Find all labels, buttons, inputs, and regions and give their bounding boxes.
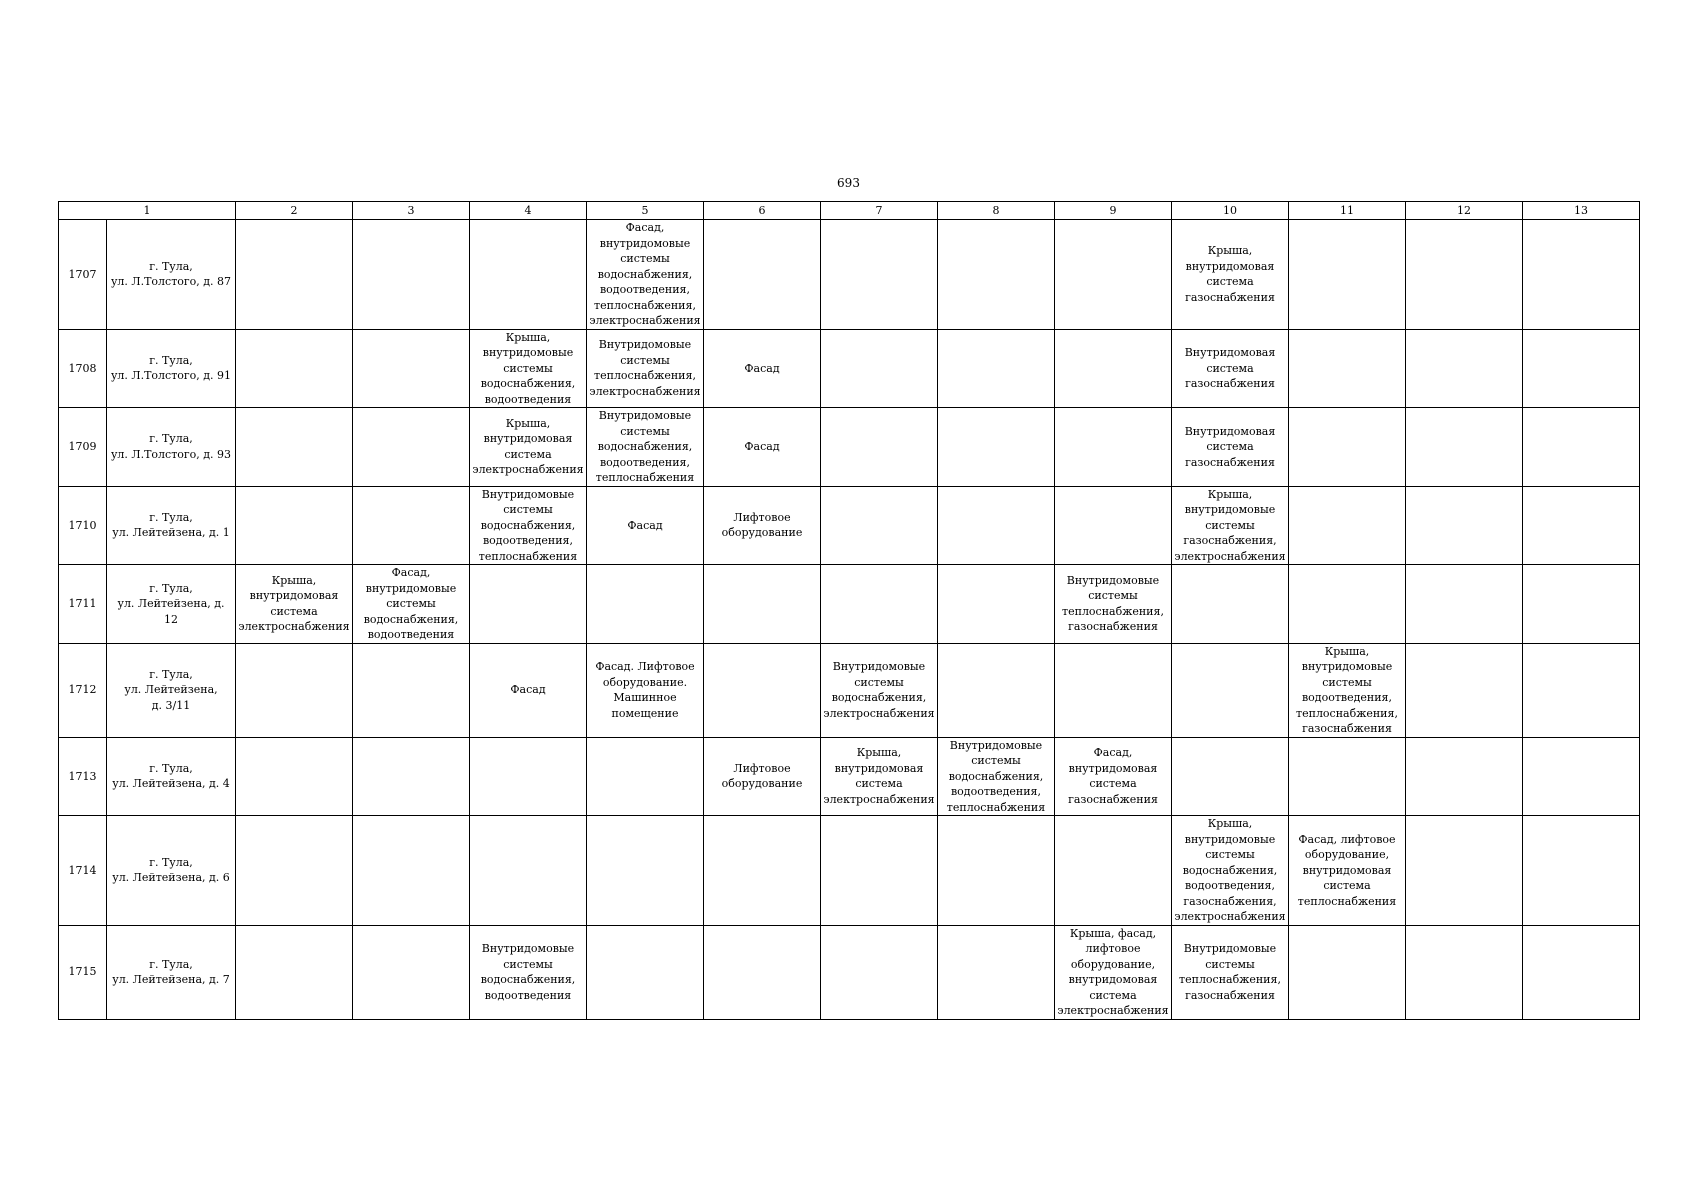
cell-col-2 bbox=[236, 737, 353, 816]
table-row bbox=[59, 565, 1640, 644]
address-line: ул. Лейтейзена, д. 7 bbox=[112, 973, 230, 986]
cell-line: Крыша, bbox=[505, 330, 551, 344]
cell-col-11 bbox=[1289, 486, 1406, 565]
cell-col-10 bbox=[1172, 737, 1289, 816]
cell-line: газоснабжения bbox=[1185, 455, 1275, 469]
cell-line: водоснабжения, bbox=[480, 518, 576, 532]
cell-col-2 bbox=[236, 816, 353, 926]
cell-col-5 bbox=[587, 329, 704, 408]
cell-col-10 bbox=[1172, 408, 1289, 487]
address-line: г. Тула, bbox=[149, 432, 193, 446]
cell-col-11 bbox=[1289, 329, 1406, 408]
cell-line: водоснабжения, bbox=[1182, 863, 1278, 877]
address-line: д. 3/11 bbox=[151, 698, 191, 712]
address-line: ул. Лейтейзена, д. 4 bbox=[112, 777, 230, 791]
column-header-13: 13 bbox=[1523, 202, 1640, 220]
cell-line: система bbox=[504, 447, 552, 461]
cell-col-4 bbox=[470, 220, 587, 330]
cell-col-8 bbox=[938, 220, 1055, 330]
cell-line: водоотведения, bbox=[599, 455, 690, 469]
cell-line: газоснабжения bbox=[1068, 620, 1158, 634]
cell-col-13 bbox=[1523, 408, 1640, 487]
cell-col-6 bbox=[704, 643, 821, 737]
row-number: 1715 bbox=[59, 925, 107, 1019]
cell-line: системы bbox=[1205, 518, 1255, 532]
table-row bbox=[59, 925, 1640, 1019]
cell-line: Крыша, bbox=[505, 416, 551, 430]
cell-col-9 bbox=[1055, 329, 1172, 408]
table-body bbox=[59, 220, 1640, 1020]
row-address bbox=[107, 816, 236, 926]
column-header-4: 4 bbox=[470, 202, 587, 220]
address-line: г. Тула, bbox=[149, 761, 193, 775]
cell-col-9 bbox=[1055, 816, 1172, 926]
cell-col-6 bbox=[704, 737, 821, 816]
cell-line: Крыша, bbox=[1324, 644, 1370, 658]
cell-col-12 bbox=[1406, 816, 1523, 926]
cell-line: Внутридомовая bbox=[1184, 346, 1276, 359]
cell-line: электроснабжения bbox=[823, 706, 935, 720]
cell-line: внутридомовые bbox=[599, 236, 691, 250]
cell-line: системы bbox=[503, 957, 553, 971]
cell-line: системы bbox=[1205, 848, 1255, 861]
cell-col-11 bbox=[1289, 220, 1406, 330]
cell-col-6 bbox=[704, 816, 821, 926]
cell-col-9 bbox=[1055, 565, 1172, 644]
column-header-11: 11 bbox=[1289, 202, 1406, 220]
cell-col-5 bbox=[587, 737, 704, 816]
cell-line: водоотведения bbox=[367, 628, 455, 641]
cell-col-6 bbox=[704, 925, 821, 1019]
address-line: ул. Лейтейзена, д. 6 bbox=[112, 871, 230, 885]
cell-col-7 bbox=[821, 737, 938, 816]
row-address bbox=[107, 486, 236, 565]
cell-line: системы bbox=[386, 597, 436, 610]
cell-col-7 bbox=[821, 486, 938, 565]
cell-col-5 bbox=[587, 220, 704, 330]
cell-col-10 bbox=[1172, 220, 1289, 330]
cell-col-3 bbox=[353, 565, 470, 644]
row-number: 1707 bbox=[59, 220, 107, 330]
repair-schedule-table bbox=[58, 201, 1640, 1020]
cell-line: теплоснабжения, bbox=[1062, 604, 1164, 618]
cell-col-9 bbox=[1055, 220, 1172, 330]
cell-col-2 bbox=[236, 925, 353, 1019]
cell-col-13 bbox=[1523, 220, 1640, 330]
cell-col-13 bbox=[1523, 486, 1640, 565]
cell-line: помещение bbox=[611, 706, 679, 720]
cell-col-6 bbox=[704, 408, 821, 487]
cell-line: Фасад, bbox=[391, 566, 431, 579]
cell-line: система bbox=[1089, 777, 1137, 791]
column-header-5: 5 bbox=[587, 202, 704, 220]
cell-line: водоснабжения, bbox=[831, 691, 927, 704]
address-line: г. Тула, bbox=[149, 510, 193, 524]
cell-col-13 bbox=[1523, 816, 1640, 926]
row-number: 1710 bbox=[59, 486, 107, 565]
cell-col-5 bbox=[587, 408, 704, 487]
table-row bbox=[59, 220, 1640, 330]
cell-line: внутридомовые bbox=[365, 581, 457, 595]
column-header-8: 8 bbox=[938, 202, 1055, 220]
cell-line: Крыша, bbox=[856, 746, 902, 760]
cell-col-3 bbox=[353, 486, 470, 565]
row-address bbox=[107, 565, 236, 644]
cell-col-7 bbox=[821, 220, 938, 330]
column-header-7: 7 bbox=[821, 202, 938, 220]
cell-col-8 bbox=[938, 408, 1055, 487]
table-row bbox=[59, 643, 1640, 737]
cell-col-10 bbox=[1172, 486, 1289, 565]
cell-line: электроснабжения bbox=[589, 314, 701, 327]
cell-line: газоснабжения bbox=[1185, 377, 1275, 390]
row-address bbox=[107, 737, 236, 816]
column-header-9: 9 bbox=[1055, 202, 1172, 220]
cell-line: электроснабжения bbox=[1057, 1004, 1169, 1017]
cell-line: газоснабжения bbox=[1302, 722, 1392, 735]
cell-line: Внутридомовые bbox=[832, 660, 926, 673]
cell-line: Крыша, bbox=[1207, 244, 1253, 258]
cell-col-8 bbox=[938, 565, 1055, 644]
cell-col-2 bbox=[236, 329, 353, 408]
cell-line: оборудование, bbox=[1070, 957, 1156, 971]
cell-line: водоотведения bbox=[484, 988, 572, 1002]
column-header-6: 6 bbox=[704, 202, 821, 220]
cell-line: электроснабжения bbox=[238, 620, 350, 634]
cell-col-11 bbox=[1289, 925, 1406, 1019]
cell-col-11 bbox=[1289, 408, 1406, 487]
cell-line: водоснабжения, bbox=[948, 769, 1044, 783]
cell-line: оборудование bbox=[721, 777, 803, 791]
cell-line: электроснабжения bbox=[472, 463, 584, 477]
cell-col-12 bbox=[1406, 925, 1523, 1019]
cell-line: оборудование, bbox=[1304, 848, 1390, 861]
cell-col-8 bbox=[938, 816, 1055, 926]
cell-line: системы bbox=[854, 675, 904, 689]
cell-line: внутридомовая bbox=[1068, 761, 1158, 775]
cell-line: теплоснабжения, bbox=[594, 369, 696, 383]
table-header bbox=[59, 202, 1640, 220]
cell-col-9 bbox=[1055, 486, 1172, 565]
cell-col-10 bbox=[1172, 329, 1289, 408]
cell-line: водоснабжения, bbox=[597, 267, 693, 281]
cell-col-4 bbox=[470, 643, 587, 737]
cell-col-9 bbox=[1055, 643, 1172, 737]
row-number: 1708 bbox=[59, 329, 107, 408]
cell-col-4 bbox=[470, 329, 587, 408]
cell-col-9 bbox=[1055, 925, 1172, 1019]
cell-col-12 bbox=[1406, 565, 1523, 644]
cell-line: водоснабжения, bbox=[480, 377, 576, 390]
cell-col-8 bbox=[938, 737, 1055, 816]
cell-line: Внутридомовые bbox=[598, 409, 692, 422]
cell-col-3 bbox=[353, 737, 470, 816]
cell-line: системы bbox=[503, 361, 553, 375]
cell-line: газоснабжения, bbox=[1183, 894, 1277, 908]
cell-line: внутридомовая bbox=[834, 761, 924, 775]
cell-line: внутридомовые bbox=[482, 346, 574, 359]
cell-line: Внутридомовые bbox=[481, 487, 575, 501]
cell-col-5 bbox=[587, 486, 704, 565]
cell-line: системы bbox=[620, 424, 670, 438]
cell-col-7 bbox=[821, 925, 938, 1019]
cell-col-4 bbox=[470, 565, 587, 644]
cell-line: водоотведения, bbox=[482, 534, 573, 547]
cell-col-10 bbox=[1172, 643, 1289, 737]
cell-line: Крыша, bbox=[271, 573, 317, 587]
cell-line: система bbox=[855, 777, 903, 791]
cell-col-2 bbox=[236, 643, 353, 737]
cell-col-12 bbox=[1406, 486, 1523, 565]
cell-col-10 bbox=[1172, 816, 1289, 926]
page-number: 693 bbox=[837, 176, 860, 190]
cell-line: теплоснабжения, bbox=[1179, 973, 1281, 986]
cell-col-7 bbox=[821, 643, 938, 737]
cell-line: Фасад, bbox=[1093, 746, 1133, 760]
cell-col-3 bbox=[353, 408, 470, 487]
cell-line: водоснабжения, bbox=[597, 440, 693, 453]
address-line: ул. Л.Толстого, д. 91 bbox=[110, 369, 232, 383]
cell-line: система bbox=[1323, 879, 1371, 892]
cell-line: внутридомовые bbox=[1184, 832, 1276, 846]
column-header-10: 10 bbox=[1172, 202, 1289, 220]
row-address bbox=[107, 408, 236, 487]
cell-line: оборудование. bbox=[602, 675, 688, 689]
cell-line: внутридомовая bbox=[1302, 863, 1392, 877]
cell-line: электроснабжения bbox=[1174, 910, 1286, 923]
cell-col-5 bbox=[587, 565, 704, 644]
cell-col-13 bbox=[1523, 329, 1640, 408]
cell-col-4 bbox=[470, 408, 587, 487]
column-header-1: 1 bbox=[59, 202, 236, 220]
cell-line: системы bbox=[620, 252, 670, 265]
cell-line: Фасад bbox=[744, 440, 780, 453]
cell-col-9 bbox=[1055, 408, 1172, 487]
cell-line: Фасад. Лифтовое bbox=[595, 660, 695, 673]
cell-line: система bbox=[1206, 275, 1254, 289]
row-address bbox=[107, 329, 236, 408]
cell-line: Лифтовое bbox=[733, 510, 791, 524]
header-row bbox=[59, 202, 1640, 220]
cell-line: Внутридомовые bbox=[1183, 942, 1277, 955]
cell-line: газоснабжения, bbox=[1183, 534, 1277, 547]
cell-line: Внутридомовая bbox=[1184, 424, 1276, 438]
cell-col-9 bbox=[1055, 737, 1172, 816]
cell-col-2 bbox=[236, 486, 353, 565]
cell-col-11 bbox=[1289, 565, 1406, 644]
address-line: г. Тула, bbox=[149, 855, 193, 869]
cell-col-6 bbox=[704, 565, 821, 644]
cell-col-3 bbox=[353, 816, 470, 926]
cell-col-5 bbox=[587, 925, 704, 1019]
cell-col-7 bbox=[821, 408, 938, 487]
cell-col-2 bbox=[236, 408, 353, 487]
cell-line: Машинное bbox=[613, 691, 677, 704]
cell-line: системы bbox=[1088, 589, 1138, 603]
address-line: г. Тула, bbox=[149, 259, 193, 273]
cell-line: водоотведения, bbox=[1184, 879, 1275, 892]
address-line: ул. Лейтейзена, д. 12 bbox=[117, 597, 225, 626]
cell-col-7 bbox=[821, 816, 938, 926]
cell-col-3 bbox=[353, 220, 470, 330]
table-row bbox=[59, 816, 1640, 926]
cell-col-5 bbox=[587, 816, 704, 926]
cell-line: внутридомовая bbox=[483, 432, 573, 446]
cell-line: теплоснабжения bbox=[946, 800, 1046, 814]
row-number: 1713 bbox=[59, 737, 107, 816]
cell-line: внутридомовая bbox=[249, 589, 339, 603]
cell-col-7 bbox=[821, 565, 938, 644]
cell-line: Крыша, bbox=[1207, 817, 1253, 830]
cell-line: системы bbox=[620, 353, 670, 367]
cell-line: система bbox=[1089, 988, 1137, 1002]
cell-line: теплоснабжения bbox=[478, 549, 578, 563]
cell-col-8 bbox=[938, 329, 1055, 408]
address-line: ул. Лейтейзена, д. 1 bbox=[112, 526, 230, 540]
table-row bbox=[59, 329, 1640, 408]
cell-line: системы bbox=[1205, 957, 1255, 971]
cell-line: внутридомовая bbox=[1068, 973, 1158, 986]
cell-line: внутридомовые bbox=[1184, 503, 1276, 516]
cell-col-6 bbox=[704, 329, 821, 408]
row-number: 1711 bbox=[59, 565, 107, 644]
column-header-2: 2 bbox=[236, 202, 353, 220]
cell-line: Лифтовое bbox=[733, 761, 791, 775]
column-header-12: 12 bbox=[1406, 202, 1523, 220]
cell-line: Фасад bbox=[627, 518, 663, 532]
cell-col-12 bbox=[1406, 329, 1523, 408]
cell-line: системы bbox=[503, 503, 553, 516]
row-number: 1714 bbox=[59, 816, 107, 926]
cell-col-7 bbox=[821, 329, 938, 408]
cell-line: теплоснабжения bbox=[595, 471, 695, 484]
cell-line: Внутридомовые bbox=[598, 338, 692, 352]
cell-line: водоснабжения, bbox=[480, 973, 576, 986]
cell-line: внутридомовая bbox=[1185, 259, 1275, 273]
cell-line: оборудование bbox=[721, 526, 803, 540]
cell-line: система bbox=[1206, 361, 1254, 375]
address-line: ул. Лейтейзена, bbox=[124, 683, 218, 697]
cell-line: водоснабжения, bbox=[363, 612, 459, 626]
row-number: 1712 bbox=[59, 643, 107, 737]
row-address bbox=[107, 925, 236, 1019]
cell-col-5 bbox=[587, 643, 704, 737]
cell-col-4 bbox=[470, 737, 587, 816]
cell-line: электроснабжения bbox=[1174, 549, 1286, 563]
cell-line: водоотведения bbox=[484, 392, 572, 406]
cell-line: теплоснабжения, bbox=[594, 298, 696, 312]
cell-line: водоотведения, bbox=[599, 283, 690, 296]
cell-col-11 bbox=[1289, 816, 1406, 926]
cell-col-8 bbox=[938, 643, 1055, 737]
cell-col-10 bbox=[1172, 925, 1289, 1019]
cell-col-8 bbox=[938, 486, 1055, 565]
cell-line: Крыша, bbox=[1207, 487, 1253, 501]
table-row bbox=[59, 737, 1640, 816]
row-number: 1709 bbox=[59, 408, 107, 487]
cell-col-2 bbox=[236, 220, 353, 330]
table-row bbox=[59, 486, 1640, 565]
cell-line: электроснабжения bbox=[589, 384, 701, 398]
cell-col-3 bbox=[353, 329, 470, 408]
cell-col-4 bbox=[470, 486, 587, 565]
cell-line: теплоснабжения, bbox=[1296, 706, 1398, 720]
row-address bbox=[107, 643, 236, 737]
address-line: г. Тула, bbox=[149, 353, 193, 367]
address-line: ул. Л.Толстого, д. 87 bbox=[110, 275, 232, 289]
cell-col-2 bbox=[236, 565, 353, 644]
cell-line: газоснабжения bbox=[1185, 988, 1275, 1002]
cell-col-12 bbox=[1406, 643, 1523, 737]
cell-line: система bbox=[270, 604, 318, 618]
cell-col-13 bbox=[1523, 643, 1640, 737]
cell-col-4 bbox=[470, 925, 587, 1019]
cell-line: теплоснабжения bbox=[1297, 894, 1397, 908]
cell-line: Внутридомовые bbox=[949, 738, 1043, 752]
cell-line: Фасад, лифтовое bbox=[1298, 832, 1396, 846]
cell-col-6 bbox=[704, 220, 821, 330]
address-line: г. Тула, bbox=[149, 957, 193, 971]
cell-line: системы bbox=[971, 754, 1021, 767]
column-header-3: 3 bbox=[353, 202, 470, 220]
cell-col-13 bbox=[1523, 737, 1640, 816]
cell-col-12 bbox=[1406, 737, 1523, 816]
cell-col-13 bbox=[1523, 565, 1640, 644]
cell-line: Фасад bbox=[510, 683, 546, 697]
cell-col-12 bbox=[1406, 220, 1523, 330]
cell-line: Внутридомовые bbox=[481, 942, 575, 955]
cell-line: водоотведения, bbox=[1301, 691, 1392, 704]
cell-line: внутридомовые bbox=[1301, 660, 1393, 673]
address-line: ул. Л.Толстого, д. 93 bbox=[110, 447, 232, 461]
address-line: г. Тула, bbox=[149, 667, 193, 681]
cell-line: Фасад bbox=[744, 361, 780, 375]
cell-line: водоотведения, bbox=[950, 785, 1041, 798]
cell-line: Внутридомовые bbox=[1066, 573, 1160, 587]
cell-line: электроснабжения bbox=[823, 792, 935, 806]
cell-line: газоснабжения bbox=[1068, 792, 1158, 806]
cell-col-11 bbox=[1289, 737, 1406, 816]
cell-col-10 bbox=[1172, 565, 1289, 644]
cell-col-8 bbox=[938, 925, 1055, 1019]
cell-line: система bbox=[1206, 440, 1254, 453]
cell-line: Крыша, фасад, bbox=[1069, 926, 1157, 940]
cell-col-13 bbox=[1523, 925, 1640, 1019]
cell-line: системы bbox=[1322, 675, 1372, 689]
cell-col-11 bbox=[1289, 643, 1406, 737]
cell-col-12 bbox=[1406, 408, 1523, 487]
cell-col-3 bbox=[353, 925, 470, 1019]
table-row bbox=[59, 408, 1640, 487]
row-address bbox=[107, 220, 236, 330]
cell-col-6 bbox=[704, 486, 821, 565]
cell-col-3 bbox=[353, 643, 470, 737]
cell-line: газоснабжения bbox=[1185, 290, 1275, 304]
cell-line: Фасад, bbox=[625, 221, 665, 234]
cell-line: лифтовое bbox=[1085, 942, 1141, 955]
address-line: г. Тула, bbox=[149, 581, 193, 595]
cell-col-4 bbox=[470, 816, 587, 926]
